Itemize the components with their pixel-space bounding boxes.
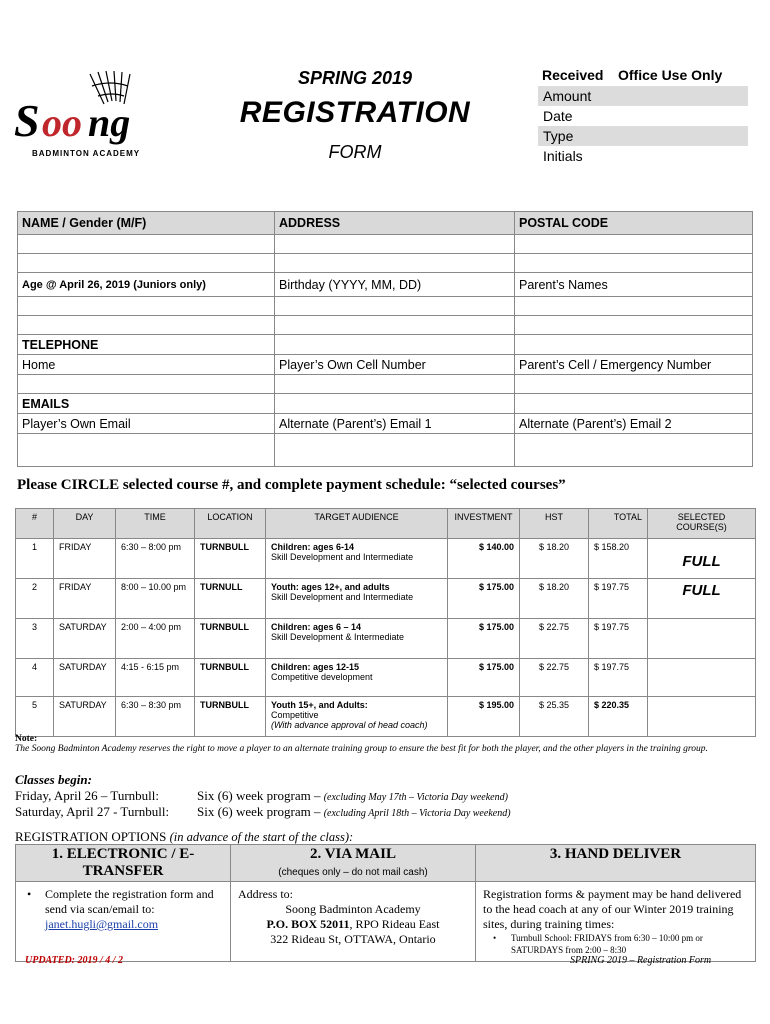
address-label: ADDRESS	[275, 212, 515, 235]
course-total: $ 197.75	[589, 579, 648, 619]
form-title: REGISTRATION	[239, 96, 471, 129]
parents-names-field[interactable]	[515, 297, 753, 316]
course-detail: Competitive development	[271, 672, 373, 682]
age-field-2[interactable]	[18, 316, 275, 335]
cell-number-label: Player’s Own Cell Number	[275, 355, 515, 375]
course-day: SATURDAY	[54, 619, 116, 659]
course-row[interactable]	[16, 659, 756, 697]
course-day: FRIDAY	[54, 539, 116, 579]
season-label: SPRING 2019	[297, 68, 413, 88]
course-detail: Competitive	[271, 710, 319, 720]
col-day: DAY	[54, 509, 116, 539]
option-electronic-text: Complete the registration form and send via scan/email to:	[45, 887, 214, 916]
note-text: The Soong Badminton Academy reserves the right to move a player to an alternate training group to ensure the best fit for both the player, and the other players in the training group.	[15, 744, 708, 754]
address-field[interactable]	[275, 235, 515, 254]
course-hst: $ 25.35	[520, 697, 589, 737]
course-detail: Skill Development and Intermediate	[271, 552, 414, 562]
course-location: TURNULL	[195, 579, 266, 619]
col-target-audience: TARGET AUDIENCE	[266, 509, 448, 539]
course-audience: Children: ages 12-15	[271, 662, 360, 672]
parents-names-field-2[interactable]	[515, 316, 753, 335]
course-total: $ 197.75	[589, 619, 648, 659]
parents-names-label: Parent’s Names	[515, 273, 753, 297]
option-mail-address-1: Soong Badminton Academy	[285, 902, 421, 916]
office-row-initials: Initials	[543, 148, 583, 164]
option-hand-deliver-title: 3. HAND DELIVER	[476, 845, 756, 882]
col-number: #	[16, 509, 54, 539]
course-row[interactable]	[16, 579, 756, 619]
svg-text:S: S	[14, 95, 40, 146]
course-location: TURNBULL	[195, 619, 266, 659]
col-location: LOCATION	[195, 509, 266, 539]
age-label: Age @ April 26, 2019 (Juniors only)	[18, 273, 275, 297]
course-number[interactable]: 3	[16, 619, 54, 659]
course-row[interactable]	[16, 619, 756, 659]
soong-logo	[12, 66, 172, 162]
course-location: TURNBULL	[195, 659, 266, 697]
classes-saturday: Saturday, April 27 - Turnbull:	[15, 804, 170, 819]
option-hand-deliver-bullet: • Turnbull School: FRIDAYS from 6:30 – 10:00 pm or SATURDAYS from 2:00 – 8:30	[483, 932, 748, 956]
alt-email-2-field[interactable]	[515, 434, 753, 467]
course-audience: Youth 15+, and Adults:	[271, 700, 368, 710]
option-mail-title	[231, 845, 476, 882]
course-number[interactable]: 4	[16, 659, 54, 697]
name-gender-label: NAME / Gender (M/F)	[18, 212, 275, 235]
note-label: Note:	[15, 734, 38, 744]
player-email-label: Player’s Own Email	[18, 414, 275, 434]
telephone-label: TELEPHONE	[18, 335, 275, 355]
course-investment: $ 175.00	[448, 659, 520, 697]
office-row-amount: Amount	[538, 86, 748, 106]
updated-date: UPDATED: 2019 / 4 / 2	[25, 955, 124, 966]
course-day: SATURDAY	[54, 697, 116, 737]
office-row-date: Date	[543, 108, 573, 124]
course-number[interactable]: 5	[16, 697, 54, 737]
office-row-type: Type	[538, 126, 748, 146]
course-selected-cell[interactable]	[648, 619, 756, 659]
emergency-number-field[interactable]	[515, 375, 753, 394]
reg-options-note: (in advance of the start of the class):	[169, 830, 354, 844]
reg-options-title: REGISTRATION OPTIONS	[15, 829, 167, 844]
option-electronic-title: 1. ELECTRONIC / E-TRANSFER	[16, 845, 231, 882]
age-field[interactable]	[18, 297, 275, 316]
course-full-badge: FULL	[682, 553, 721, 570]
svg-text:ng: ng	[88, 100, 131, 145]
footer-form-name: SPRING 2019 – Registration Form	[570, 955, 712, 966]
course-selection-heading: Please CIRCLE selected course #, and complete payment schedule: “selected courses”	[17, 477, 566, 493]
course-investment: $ 175.00	[448, 619, 520, 659]
course-selected-cell[interactable]	[648, 697, 756, 737]
course-detail-note: (With advance approval of head coach)	[271, 720, 428, 730]
address-field-2[interactable]	[275, 254, 515, 273]
received-label: Received	[542, 67, 604, 83]
note-block	[15, 734, 760, 754]
alt-email-2-label: Alternate (Parent’s) Email 2	[515, 414, 753, 434]
course-row[interactable]	[16, 539, 756, 579]
course-investment: $ 195.00	[448, 697, 520, 737]
name-field-2[interactable]	[18, 254, 275, 273]
option-hand-deliver-text: Registration forms & payment may be hand delivered to the head coach at any of our Winter 2019 training sites, during training times:	[483, 887, 742, 931]
birthday-field[interactable]	[275, 297, 515, 316]
svg-text:oo: oo	[42, 100, 82, 145]
classes-friday: Friday, April 26 – Turnbull:	[15, 788, 159, 803]
course-time: 2:00 – 4:00 pm	[116, 619, 195, 659]
home-phone-field[interactable]	[18, 375, 275, 394]
course-total: $ 158.20	[589, 539, 648, 579]
emails-label: EMAILS	[18, 394, 275, 414]
classes-begin-block	[15, 772, 511, 820]
course-hst: $ 18.20	[520, 579, 589, 619]
course-investment: $ 175.00	[448, 579, 520, 619]
personal-info-table	[17, 211, 753, 467]
registration-options-label	[15, 829, 353, 845]
course-total: $ 220.35	[589, 697, 648, 737]
registration-options-table	[15, 844, 756, 962]
course-audience: Children: ages 6 – 14	[271, 622, 362, 632]
course-audience: Youth: ages 12+, and adults	[271, 582, 390, 592]
course-hst: $ 22.75	[520, 659, 589, 697]
option-mail-heading: 2. VIA MAIL	[310, 846, 396, 862]
birthday-field-2[interactable]	[275, 316, 515, 335]
course-number[interactable]: 2	[16, 579, 54, 619]
col-investment: INVESTMENT	[448, 509, 520, 539]
postal-code-field-2[interactable]	[515, 254, 753, 273]
col-total: TOTAL	[589, 509, 648, 539]
office-use-box	[538, 64, 748, 166]
email-link[interactable]: janet.hugli@gmail.com	[45, 917, 159, 931]
form-subtitle: FORM	[328, 142, 382, 162]
option-mail-address-label: Address to:	[238, 887, 293, 901]
course-time: 8:00 – 10.00 pm	[116, 579, 195, 619]
course-time: 6:30 – 8:30 pm	[116, 697, 195, 737]
course-audience: Children: ages 6-14	[271, 542, 355, 552]
player-email-field[interactable]	[18, 434, 275, 467]
alt-email-1-label: Alternate (Parent’s) Email 1	[275, 414, 515, 434]
option-mail-subtitle: (cheques only – do not mail cash)	[278, 867, 428, 878]
course-selected-cell[interactable]	[648, 659, 756, 697]
course-investment: $ 140.00	[448, 539, 520, 579]
col-selected: SELECTED COURSE(S)	[648, 509, 756, 539]
course-table	[15, 508, 756, 737]
course-total: $ 197.75	[589, 659, 648, 697]
course-day: FRIDAY	[54, 579, 116, 619]
name-field[interactable]	[18, 235, 275, 254]
course-day: SATURDAY	[54, 659, 116, 697]
option-mail-rpo: , RPO Rideau East	[349, 917, 440, 931]
svg-text:BADMINTON ACADEMY: BADMINTON ACADEMY	[32, 149, 141, 158]
course-full-badge: FULL	[682, 582, 721, 599]
office-use-label: Office Use Only	[618, 67, 723, 83]
shuttlecock-icon	[12, 66, 172, 162]
course-location: TURNBULL	[195, 697, 266, 737]
course-row[interactable]	[16, 697, 756, 737]
course-location: TURNBULL	[195, 539, 266, 579]
classes-friday-program: Six (6) week program –	[197, 788, 324, 803]
course-number[interactable]: 1	[16, 539, 54, 579]
emergency-number-label: Parent’s Cell / Emergency Number	[515, 355, 753, 375]
classes-saturday-program: Six (6) week program –	[197, 804, 324, 819]
birthday-label: Birthday (YYYY, MM, DD)	[275, 273, 515, 297]
postal-code-label: POSTAL CODE	[515, 212, 753, 235]
course-time: 6:30 – 8:00 pm	[116, 539, 195, 579]
cell-number-field[interactable]	[275, 375, 515, 394]
course-detail: Skill Development and Intermediate	[271, 592, 414, 602]
col-hst: HST	[520, 509, 589, 539]
course-hst: $ 18.20	[520, 539, 589, 579]
col-time: TIME	[116, 509, 195, 539]
option-mail-po-box: P.O. BOX 52011	[266, 917, 350, 931]
home-phone-label: Home	[18, 355, 275, 375]
course-hst: $ 22.75	[520, 619, 589, 659]
course-time: 4:15 - 6:15 pm	[116, 659, 195, 697]
alt-email-1-field[interactable]	[275, 434, 515, 467]
course-detail: Skill Development & Intermediate	[271, 632, 405, 642]
classes-title: Classes begin:	[15, 772, 92, 787]
postal-code-field[interactable]	[515, 235, 753, 254]
classes-friday-note: (excluding May 17th – Victoria Day weekend)	[323, 792, 508, 803]
option-mail-address-3: 322 Rideau St, OTTAWA, Ontario	[270, 932, 436, 946]
classes-saturday-note: (excluding April 18th – Victoria Day weekend)	[323, 808, 511, 819]
